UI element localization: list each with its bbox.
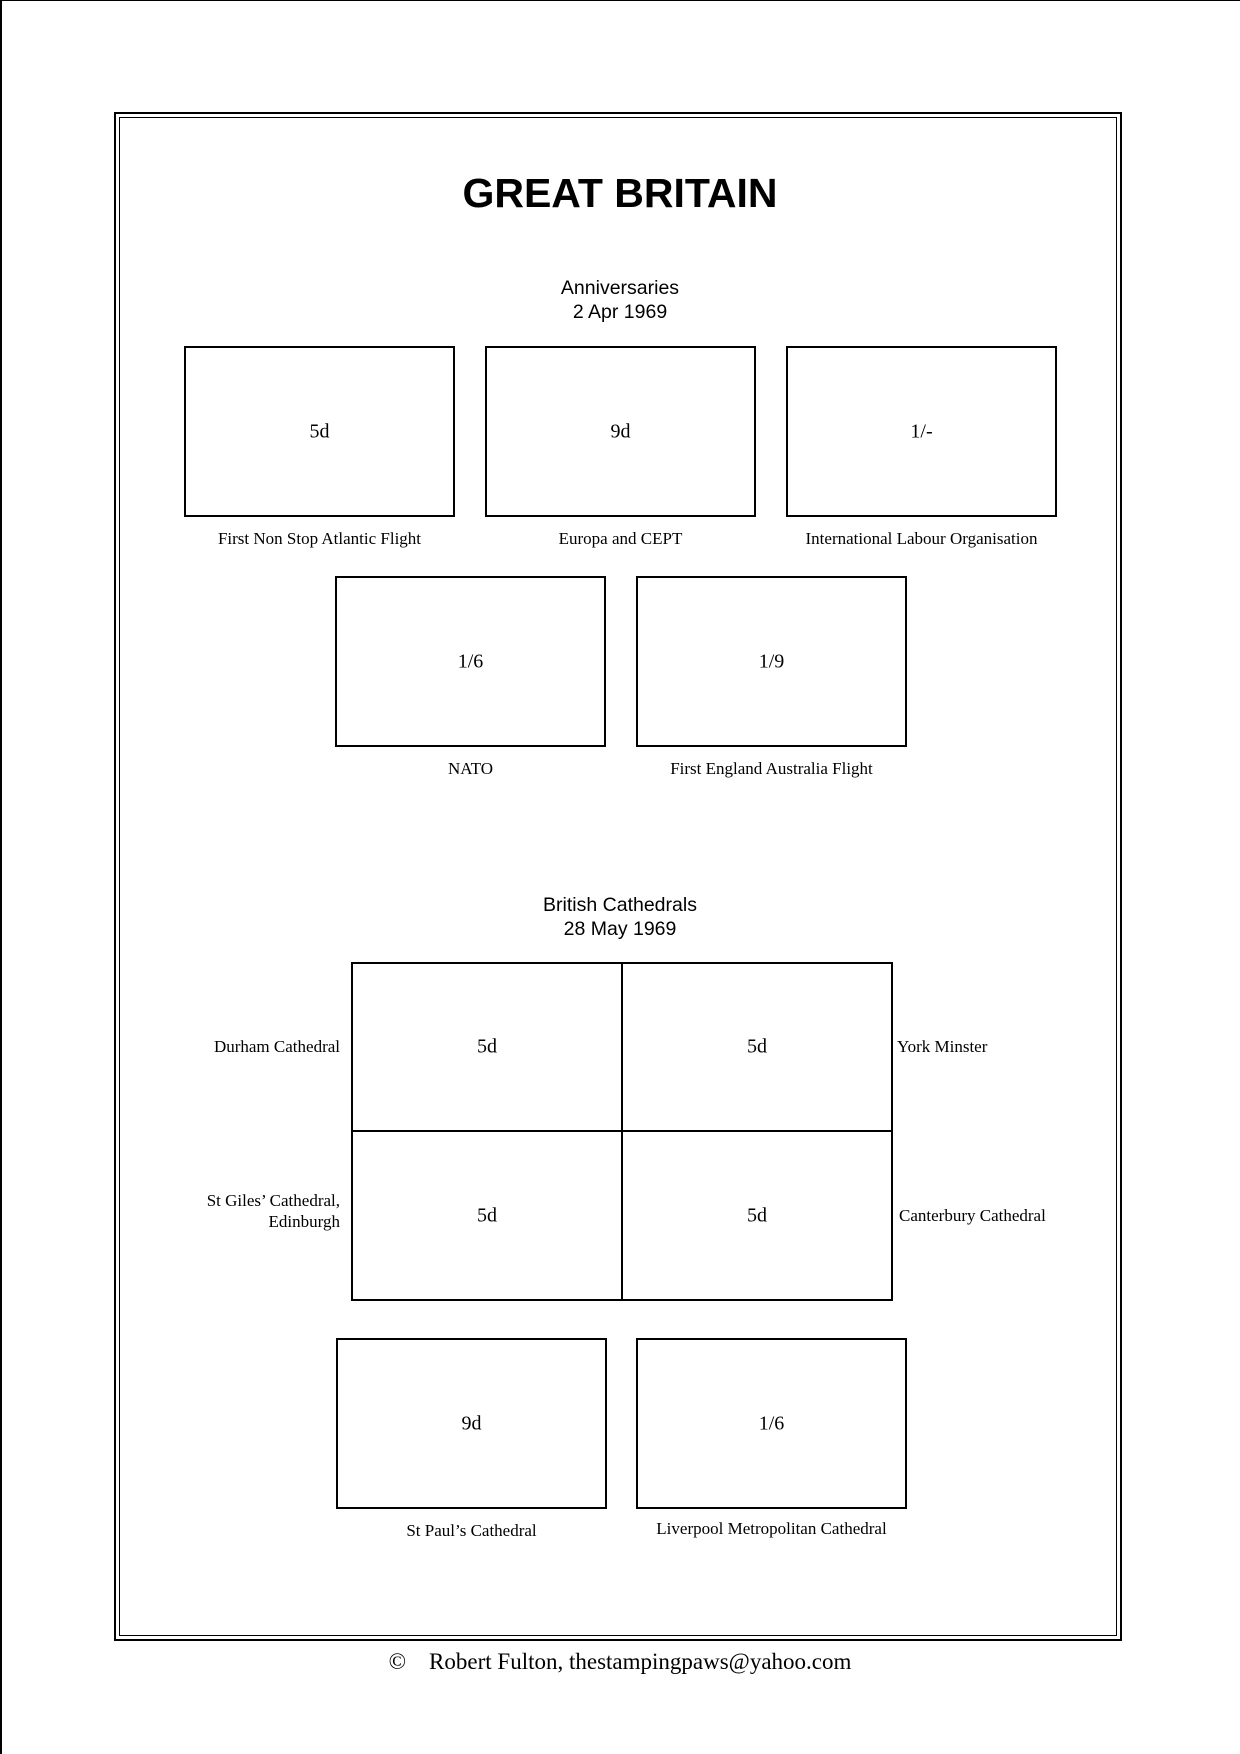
stamp-value: 9d	[461, 1412, 482, 1434]
stamp-value: 9d	[610, 420, 631, 442]
stamp-caption: First England Australia Flight	[670, 759, 873, 778]
stamp-value: 1/6	[457, 650, 484, 672]
stamp-slot	[335, 576, 606, 747]
section-date-cathedrals: 28 May 1969	[563, 918, 677, 940]
stamp-value: 5d	[477, 1204, 497, 1226]
stamp-caption: Liverpool Metropolitan Cathedral	[656, 1519, 887, 1538]
copyright-footer: © Robert Fulton, thestampingpaws@yahoo.com	[388, 1649, 852, 1674]
stamp-value: 1/-	[910, 420, 933, 442]
stamp-value: 5d	[309, 420, 330, 442]
stamp-slot-block	[621, 962, 893, 1132]
stamp-slot	[636, 576, 907, 747]
stamp-slot	[786, 346, 1057, 517]
stamp-caption: St Paul’s Cathedral	[406, 1521, 537, 1540]
stamp-caption-left: St Giles’ Cathedral,	[206, 1191, 340, 1210]
stamp-value: 5d	[747, 1035, 767, 1058]
stamp-value: 5d	[477, 1035, 497, 1058]
stamp-caption: First Non Stop Atlantic Flight	[217, 529, 422, 548]
stamp-slot	[336, 1338, 607, 1509]
stamp-value: 1/9	[758, 650, 785, 672]
section-title-anniversaries: Anniversaries	[560, 277, 680, 299]
section-date-anniversaries: 2 Apr 1969	[572, 301, 668, 323]
stamp-value: 5d	[747, 1204, 767, 1226]
section-title-cathedrals: British Cathedrals	[543, 894, 697, 916]
stamp-slot	[485, 346, 756, 517]
stamp-slot-block	[351, 962, 623, 1132]
stamp-caption: NATO	[447, 759, 494, 778]
stamp-slot-block	[621, 1130, 893, 1301]
stamp-slot	[636, 1338, 907, 1509]
stamp-caption-right: York Minster	[897, 1037, 988, 1056]
page-title: GREAT BRITAIN	[462, 170, 778, 216]
stamp-slot-block	[351, 1130, 623, 1301]
stamp-caption: Europa and CEPT	[558, 529, 683, 548]
stamp-slot	[184, 346, 455, 517]
stamp-caption-left: Edinburgh	[268, 1212, 340, 1231]
stamp-value: 1/6	[758, 1412, 785, 1434]
stamp-caption-right: Canterbury Cathedral	[899, 1206, 1046, 1225]
page-border-inner	[119, 117, 1117, 1636]
page-edge-left	[0, 0, 2, 1754]
stamp-caption-left: Durham Cathedral	[213, 1037, 340, 1056]
stamp-caption: International Labour Organisation	[805, 529, 1038, 548]
page-edge-top	[0, 0, 1240, 1]
